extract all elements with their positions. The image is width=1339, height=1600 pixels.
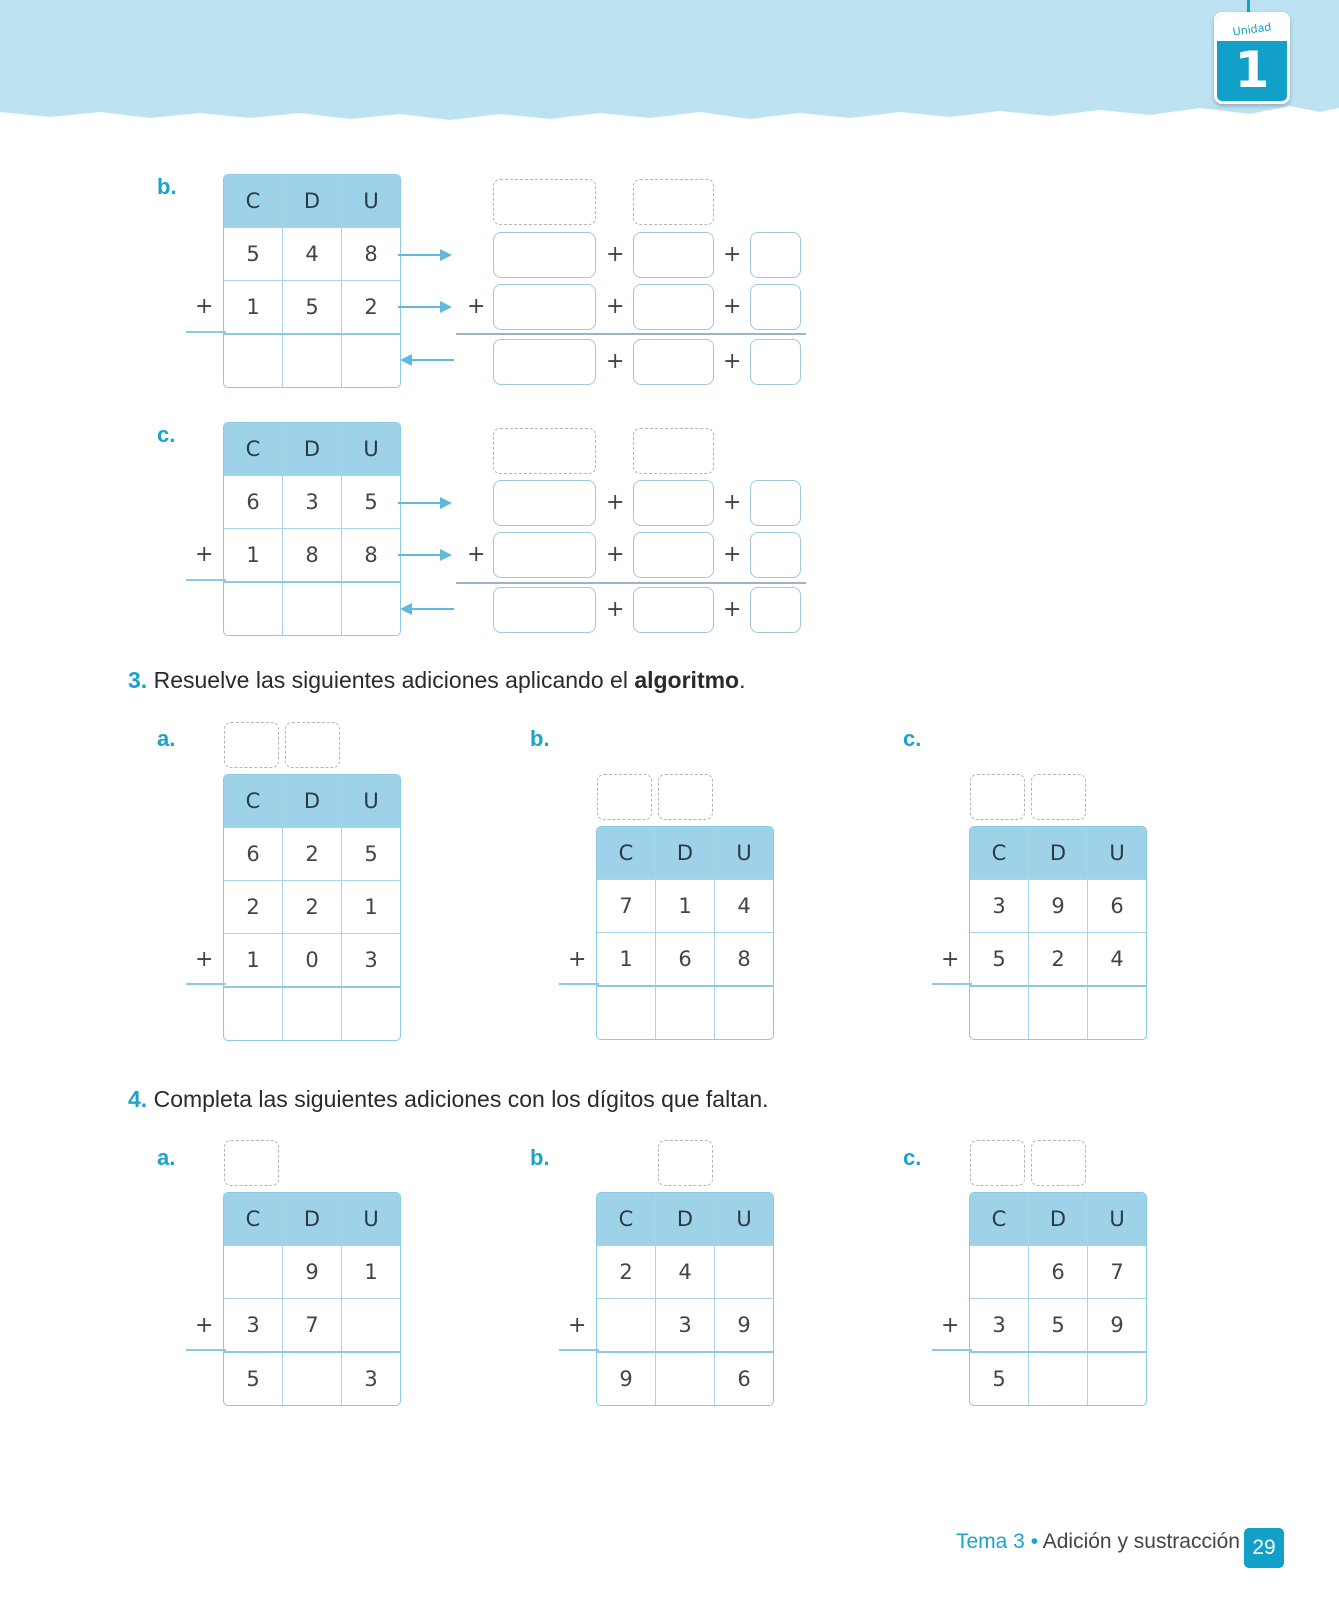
plus-sign: +	[723, 294, 742, 319]
arrow-right-icon	[398, 306, 450, 308]
answer-cell[interactable]	[1088, 986, 1147, 1039]
plus-sign: +	[195, 294, 214, 319]
digit-cell: 5	[970, 933, 1029, 987]
header-c: C	[224, 1193, 283, 1246]
answer-cell[interactable]	[715, 986, 774, 1039]
digit-cell: 1	[224, 281, 283, 335]
arrow-right-icon	[398, 554, 450, 556]
instruction-number: 3.	[128, 667, 148, 693]
carry-box[interactable]	[224, 1140, 279, 1186]
header-d: D	[656, 827, 715, 880]
header-d: D	[283, 775, 342, 828]
digit-cell: 3	[283, 476, 342, 529]
result-cell: 6	[737, 1367, 751, 1391]
plus-sign: +	[195, 947, 214, 972]
digit-cell: 7	[1088, 1246, 1147, 1299]
digit-cell: 3	[656, 1299, 715, 1353]
place-value-grid-3c	[969, 826, 1147, 1040]
plus-sign: +	[606, 242, 625, 267]
item-letter-3c: c.	[903, 726, 922, 751]
digit-cell: 8	[342, 228, 401, 281]
answer-cell[interactable]	[224, 334, 283, 387]
digit-cell: 1	[224, 934, 283, 988]
answer-cell[interactable]	[342, 987, 401, 1040]
answer-cell[interactable]	[342, 582, 401, 635]
header-c: C	[970, 827, 1029, 880]
item-letter-3b: b.	[530, 726, 550, 751]
footer-tema: Tema 3	[955, 1530, 1025, 1553]
tens-box[interactable]	[633, 587, 714, 633]
missing-digit-cell[interactable]	[1029, 1352, 1088, 1405]
hundreds-box[interactable]	[493, 232, 596, 278]
answer-cell[interactable]	[224, 582, 283, 635]
instruction-end: .	[739, 667, 746, 693]
item-letter-4a: a.	[157, 1145, 176, 1170]
header-u: U	[715, 1193, 774, 1246]
digit-cell: 2	[283, 881, 342, 934]
sum-rule	[932, 1349, 972, 1351]
instruction-3	[128, 667, 746, 694]
digit-cell: 2	[342, 281, 401, 335]
hundreds-box[interactable]	[493, 339, 596, 385]
missing-digit-cell[interactable]	[1088, 1352, 1147, 1405]
header-c: C	[224, 775, 283, 828]
answer-cell[interactable]	[1029, 986, 1088, 1039]
header-c: C	[970, 1193, 1029, 1246]
digit-cell: 8	[283, 529, 342, 583]
unit-tab	[1214, 12, 1290, 104]
digit-cell: 9	[1029, 880, 1088, 933]
sum-rule	[559, 983, 599, 985]
missing-digit-cell[interactable]	[342, 1299, 401, 1353]
digit-cell: 9	[283, 1246, 342, 1299]
header-u: U	[342, 775, 401, 828]
answer-cell[interactable]	[597, 986, 656, 1039]
header-c: C	[597, 827, 656, 880]
answer-cell[interactable]	[283, 582, 342, 635]
footer-separator: •	[1030, 1530, 1039, 1553]
instruction-bold: algoritmo	[634, 667, 740, 693]
page-number: 29	[1244, 1528, 1284, 1568]
carry-box[interactable]	[1031, 1140, 1086, 1186]
digit-cell: 7	[283, 1299, 342, 1353]
place-value-grid-4c	[969, 1192, 1147, 1406]
missing-digit-cell[interactable]	[283, 1352, 342, 1405]
sum-rule	[186, 983, 226, 985]
digit-cell: 3	[224, 1299, 283, 1353]
unit-label: Unidad	[1231, 20, 1273, 39]
digit-cell: 6	[1029, 1246, 1088, 1299]
place-value-grid-4b	[596, 1192, 774, 1406]
header-d: D	[283, 175, 342, 228]
place-value-grid-4a	[223, 1192, 401, 1406]
hundreds-box[interactable]	[493, 532, 596, 578]
digit-cell: 3	[970, 1299, 1029, 1353]
units-box[interactable]	[750, 284, 801, 330]
plus-sign: +	[568, 947, 587, 972]
header-d: D	[1029, 827, 1088, 880]
tens-box[interactable]	[633, 232, 714, 278]
digit-cell: 5	[283, 281, 342, 335]
carry-box[interactable]	[633, 428, 714, 474]
arrow-right-icon	[398, 502, 450, 504]
arrow-right-icon	[398, 254, 450, 256]
units-box[interactable]	[750, 232, 801, 278]
plus-sign: +	[723, 490, 742, 515]
digit-cell: 4	[715, 880, 774, 933]
plus-sign: +	[723, 597, 742, 622]
answer-cell[interactable]	[970, 986, 1029, 1039]
arrow-left-icon	[402, 608, 454, 610]
instruction-4	[128, 1086, 769, 1113]
header-band	[0, 0, 1339, 124]
sum-rule	[559, 1349, 599, 1351]
plus-sign: +	[941, 947, 960, 972]
carry-box[interactable]	[597, 774, 652, 820]
header-d: D	[656, 1193, 715, 1246]
header-u: U	[1088, 1193, 1147, 1246]
header-c: C	[224, 423, 283, 476]
place-value-grid-2c	[223, 422, 401, 636]
digit-cell: 8	[342, 529, 401, 583]
header-u: U	[342, 175, 401, 228]
plus-sign: +	[606, 349, 625, 374]
units-box[interactable]	[750, 480, 801, 526]
digit-cell: 6	[224, 828, 283, 881]
carry-box[interactable]	[633, 179, 714, 225]
place-value-grid-2b	[223, 174, 401, 388]
place-value-grid-3a	[223, 774, 401, 1041]
missing-digit-cell[interactable]	[224, 1246, 283, 1299]
digit-cell: 4	[1088, 933, 1147, 987]
plus-sign: +	[606, 490, 625, 515]
header-u: U	[342, 423, 401, 476]
answer-cell[interactable]	[656, 986, 715, 1039]
carry-box[interactable]	[970, 774, 1025, 820]
plus-sign: +	[723, 349, 742, 374]
missing-digit-cell[interactable]	[656, 1352, 715, 1405]
units-box[interactable]	[750, 587, 801, 633]
digit-cell: 3	[342, 934, 401, 988]
carry-box[interactable]	[285, 722, 340, 768]
tens-box[interactable]	[633, 284, 714, 330]
sum-rule	[456, 333, 806, 335]
plus-sign: +	[467, 294, 486, 319]
plus-sign: +	[195, 542, 214, 567]
digit-cell: 1	[224, 529, 283, 583]
plus-sign: +	[606, 597, 625, 622]
digit-cell: 9	[1088, 1299, 1147, 1353]
item-letter-4c: c.	[903, 1145, 922, 1170]
carry-box[interactable]	[224, 722, 279, 768]
sum-rule	[186, 331, 226, 333]
hundreds-box[interactable]	[493, 284, 596, 330]
hundreds-box[interactable]	[493, 480, 596, 526]
plus-sign: +	[606, 542, 625, 567]
plus-sign: +	[195, 1313, 214, 1338]
result-cell: 5	[224, 1352, 283, 1405]
tens-box[interactable]	[633, 339, 714, 385]
header-c: C	[597, 1193, 656, 1246]
digit-cell: 5	[342, 828, 401, 881]
answer-cell[interactable]	[342, 334, 401, 387]
carry-box[interactable]	[970, 1140, 1025, 1186]
digit-cell: 2	[224, 881, 283, 934]
header-d: D	[283, 423, 342, 476]
plus-sign: +	[723, 542, 742, 567]
digit-cell: 4	[283, 228, 342, 281]
header-c: C	[224, 175, 283, 228]
item-letter-2c: c.	[157, 422, 176, 447]
digit-cell: 9	[715, 1299, 774, 1353]
instruction-number: 4.	[128, 1086, 148, 1112]
units-box[interactable]	[750, 339, 801, 385]
header-u: U	[715, 827, 774, 880]
digit-cell: 8	[715, 933, 774, 987]
place-value-grid-3b	[596, 826, 774, 1040]
answer-cell[interactable]	[283, 334, 342, 387]
sum-rule	[456, 582, 806, 584]
digit-cell: 2	[597, 1246, 656, 1299]
hundreds-box[interactable]	[493, 587, 596, 633]
digit-cell: 6	[224, 476, 283, 529]
units-box[interactable]	[750, 532, 801, 578]
carry-box[interactable]	[1031, 774, 1086, 820]
missing-digit-cell[interactable]	[597, 1299, 656, 1353]
digit-cell: 3	[970, 880, 1029, 933]
plus-sign: +	[941, 1313, 960, 1338]
digit-cell: 1	[342, 881, 401, 934]
plus-sign: +	[568, 1313, 587, 1338]
digit-cell: 7	[597, 880, 656, 933]
digit-cell: 1	[342, 1246, 401, 1299]
sum-rule	[186, 579, 226, 581]
answer-cell[interactable]	[283, 987, 342, 1040]
result-cell: 5	[970, 1352, 1029, 1405]
digit-cell: 2	[283, 828, 342, 881]
carry-box[interactable]	[658, 774, 713, 820]
missing-digit-cell[interactable]	[715, 1246, 774, 1299]
footer	[900, 1530, 1240, 1554]
header-u: U	[342, 1193, 401, 1246]
digit-cell: 4	[656, 1246, 715, 1299]
instruction-text: Completa las siguientes adiciones con los dígitos que faltan.	[153, 1086, 769, 1112]
item-letter-4b: b.	[530, 1145, 550, 1170]
header-u: U	[1088, 827, 1147, 880]
item-letter-2b: b.	[157, 174, 177, 199]
digit-cell: 5	[1029, 1299, 1088, 1353]
result-cell: 9	[597, 1352, 656, 1405]
answer-cell[interactable]	[224, 987, 283, 1040]
digit-cell: 2	[1029, 933, 1088, 987]
instruction-text: Resuelve las siguientes adiciones aplicando el	[153, 667, 635, 693]
digit-cell: 5	[342, 476, 401, 529]
footer-title: Adición y sustracción	[1042, 1530, 1240, 1553]
sum-rule	[186, 1349, 226, 1351]
tens-box[interactable]	[633, 532, 714, 578]
plus-sign: +	[467, 542, 486, 567]
header-d: D	[283, 1193, 342, 1246]
result-cell: 3	[364, 1367, 378, 1391]
arrow-left-icon	[402, 359, 454, 361]
digit-cell: 1	[656, 880, 715, 933]
carry-box[interactable]	[493, 428, 596, 474]
sum-rule	[932, 983, 972, 985]
digit-cell: 1	[597, 933, 656, 987]
digit-cell: 6	[1088, 880, 1147, 933]
carry-box[interactable]	[658, 1140, 713, 1186]
digit-cell: 5	[224, 228, 283, 281]
missing-digit-cell[interactable]	[970, 1246, 1029, 1299]
digit-cell: 0	[283, 934, 342, 988]
header-d: D	[1029, 1193, 1088, 1246]
digit-cell: 6	[656, 933, 715, 987]
item-letter-3a: a.	[157, 726, 176, 751]
plus-sign: +	[606, 294, 625, 319]
carry-box[interactable]	[493, 179, 596, 225]
tens-box[interactable]	[633, 480, 714, 526]
plus-sign: +	[723, 242, 742, 267]
unit-number: 1	[1234, 41, 1270, 99]
